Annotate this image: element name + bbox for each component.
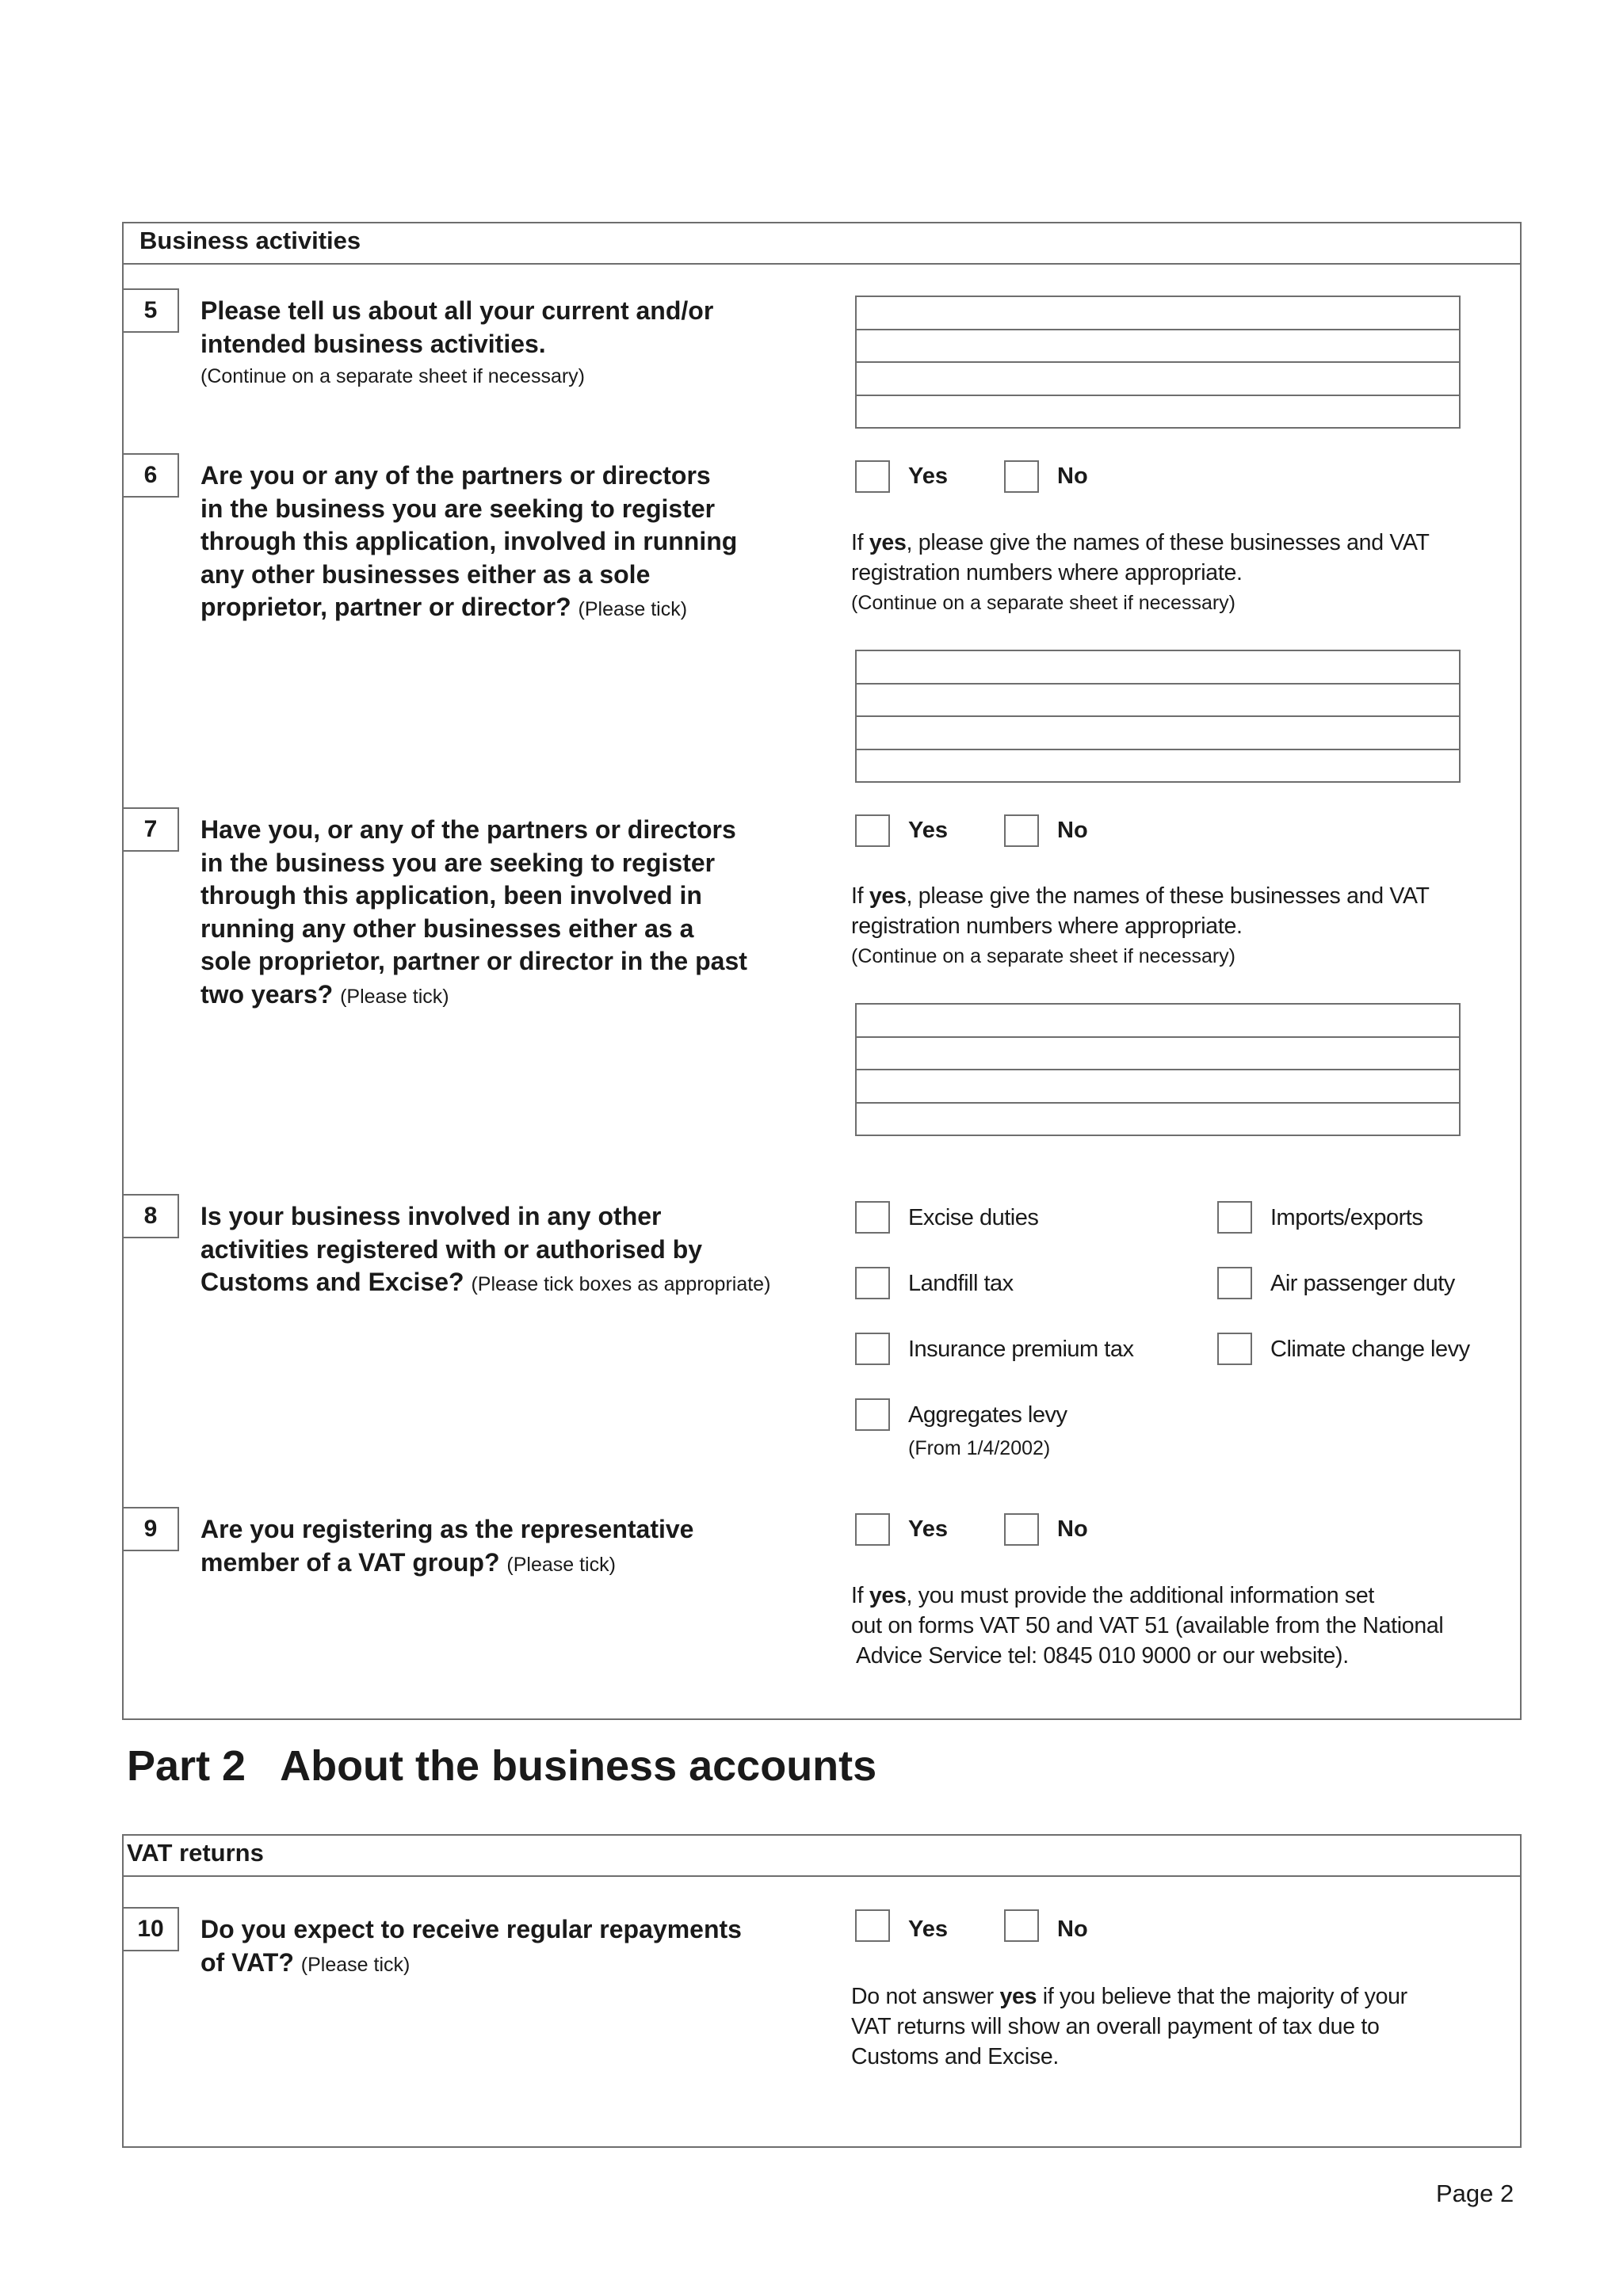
question-7-line-3: through this application, been involved in [200, 881, 702, 910]
question-5-text [200, 295, 819, 392]
question-9-text [200, 1513, 819, 1581]
question-9-line-2: member of a VAT group? (Please tick) [200, 1547, 616, 1577]
input-line[interactable] [857, 396, 1459, 428]
excise-duties-checkbox[interactable] [855, 1201, 890, 1234]
input-line[interactable] [857, 1005, 1459, 1038]
imports-exports-checkbox[interactable] [1217, 1201, 1252, 1234]
landfill-tax-checkbox[interactable] [855, 1267, 890, 1299]
q10-instruction-line-3: Customs and Excise. [851, 2044, 1059, 2069]
question-8-line-2: activities registered with or authorised by [200, 1234, 703, 1264]
question-number-8: 8 [122, 1194, 179, 1238]
input-line[interactable] [857, 1104, 1459, 1135]
aggregates-levy-label: Aggregates levy [908, 1402, 1067, 1428]
q7-instruction-line-2: registration numbers where appropriate. [851, 913, 1243, 939]
section-header [124, 223, 1520, 265]
excise-duties-label: Excise duties [908, 1205, 1039, 1230]
question-6-text [200, 460, 819, 627]
q9-instruction-line-3: Advice Service tel: 0845 010 9000 or our website). [856, 1643, 1349, 1669]
q6-yes-label: Yes [908, 463, 948, 489]
question-6-line-4: any other businesses either as a sole [200, 559, 651, 589]
question-8-line-3: Customs and Excise? (Please tick boxes as appropriate) [200, 1268, 771, 1296]
input-line[interactable] [857, 651, 1459, 685]
insurance-premium-tax-label: Insurance premium tax [908, 1337, 1134, 1362]
question-7-text [200, 814, 819, 1013]
question-7-tick-note: (Please tick) [340, 985, 449, 1008]
q9-yes-label: Yes [908, 1516, 948, 1542]
question-10-line-2: of VAT? (Please tick) [200, 1947, 411, 1977]
question-7-line-1: Have you, or any of the partners or directors [200, 815, 736, 844]
question-number-9: 9 [122, 1507, 179, 1551]
question-5-note: (Continue on a separate sheet if necessary) [200, 365, 585, 387]
q6-instruction-line-1: If yes, please give the names of these businesses and VAT [851, 530, 1430, 555]
q9-yes-checkbox[interactable] [855, 1513, 890, 1546]
question-9-line-1: Are you registering as the representative [200, 1515, 694, 1543]
question-9-tick-note: (Please tick) [506, 1553, 616, 1576]
q9-instruction-line-2: out on forms VAT 50 and VAT 51 (available from the National [851, 1613, 1444, 1638]
input-line[interactable] [857, 685, 1459, 718]
q6-instructions [851, 528, 1485, 618]
imports-exports-label: Imports/exports [1270, 1205, 1423, 1230]
question-number-7: 7 [122, 807, 179, 852]
insurance-premium-tax-checkbox[interactable] [855, 1333, 890, 1365]
question-6-line-1: Are you or any of the partners or directors [200, 461, 711, 490]
section-title: VAT returns [127, 1839, 264, 1867]
input-line[interactable] [857, 1070, 1459, 1104]
input-line[interactable] [857, 363, 1459, 396]
aggregates-levy-checkbox[interactable] [855, 1398, 890, 1431]
q7-instruction-note: (Continue on a separate sheet if necessary) [851, 945, 1235, 967]
q9-instructions [851, 1581, 1509, 1671]
input-line[interactable] [857, 330, 1459, 364]
business-activities-input[interactable] [855, 296, 1461, 429]
landfill-tax-label: Landfill tax [908, 1271, 1014, 1296]
question-10-text [200, 1913, 819, 1981]
question-5-line-1: Please tell us about all your current and/or [200, 296, 714, 325]
section-title: Business activities [139, 227, 361, 254]
q7-businesses-input[interactable] [855, 1003, 1461, 1136]
air-passenger-duty-checkbox[interactable] [1217, 1267, 1252, 1299]
q10-yes-checkbox[interactable] [855, 1909, 890, 1942]
input-line[interactable] [857, 297, 1459, 330]
question-10-line-1: Do you expect to receive regular repayments [200, 1915, 742, 1943]
q10-yes-label: Yes [908, 1917, 948, 1942]
question-7-line-5: sole proprietor, partner or director in the past [200, 947, 747, 975]
question-5-line-2: intended business activities. [200, 329, 546, 358]
air-passenger-duty-label: Air passenger duty [1270, 1271, 1455, 1296]
climate-change-levy-label: Climate change levy [1270, 1337, 1470, 1362]
q7-no-label: No [1057, 818, 1088, 843]
question-6-line-3: through this application, involved in running [200, 527, 738, 555]
q7-no-checkbox[interactable] [1004, 814, 1039, 847]
q6-no-label: No [1057, 463, 1088, 489]
q10-instruction-line-1: Do not answer yes if you believe that the majority of your [851, 1984, 1407, 2009]
question-7-line-6: two years? (Please tick) [200, 979, 449, 1009]
climate-change-levy-checkbox[interactable] [1217, 1333, 1252, 1365]
question-8-tick-note: (Please tick boxes as appropriate) [471, 1273, 771, 1295]
part-2-title: Part 2 About the business accounts [127, 1742, 877, 1790]
q10-no-checkbox[interactable] [1004, 1909, 1039, 1942]
q7-yes-checkbox[interactable] [855, 814, 890, 847]
section-header [124, 1836, 1520, 1877]
q9-instruction-line-1: If yes, you must provide the additional information set [851, 1583, 1374, 1608]
q7-instructions [851, 881, 1485, 971]
question-number-5: 5 [122, 288, 179, 333]
aggregates-levy-note: (From 1/4/2002) [908, 1437, 1051, 1459]
question-number-10: 10 [122, 1907, 179, 1951]
question-8-text [200, 1200, 834, 1302]
q9-no-label: No [1057, 1516, 1088, 1542]
page-number: Page 2 [1436, 2180, 1514, 2207]
q10-instructions [851, 1981, 1485, 2072]
input-line[interactable] [857, 750, 1459, 782]
q7-yes-label: Yes [908, 818, 948, 843]
q6-businesses-input[interactable] [855, 650, 1461, 783]
q10-instruction-line-2: VAT returns will show an overall payment of tax due to [851, 2014, 1380, 2039]
question-6-tick-note: (Please tick) [578, 598, 688, 620]
q10-no-label: No [1057, 1917, 1088, 1942]
q6-no-checkbox[interactable] [1004, 460, 1039, 493]
question-7-line-4: running any other businesses either as a [200, 913, 694, 943]
question-6-line-5: proprietor, partner or director? (Please tick) [200, 593, 688, 621]
question-6-line-2: in the business you are seeking to register [200, 494, 716, 523]
question-number-6: 6 [122, 453, 179, 498]
input-line[interactable] [857, 717, 1459, 750]
input-line[interactable] [857, 1038, 1459, 1071]
q6-instruction-line-2: registration numbers where appropriate. [851, 560, 1243, 585]
question-10-tick-note: (Please tick) [300, 1953, 411, 1976]
question-8-line-1: Is your business involved in any other [200, 1202, 662, 1230]
q9-no-checkbox[interactable] [1004, 1513, 1039, 1546]
q7-instruction-line-1: If yes, please give the names of these businesses and VAT [851, 883, 1430, 909]
q6-instruction-note: (Continue on a separate sheet if necessary) [851, 592, 1235, 614]
q6-yes-checkbox[interactable] [855, 460, 890, 493]
question-7-line-2: in the business you are seeking to register [200, 848, 716, 877]
